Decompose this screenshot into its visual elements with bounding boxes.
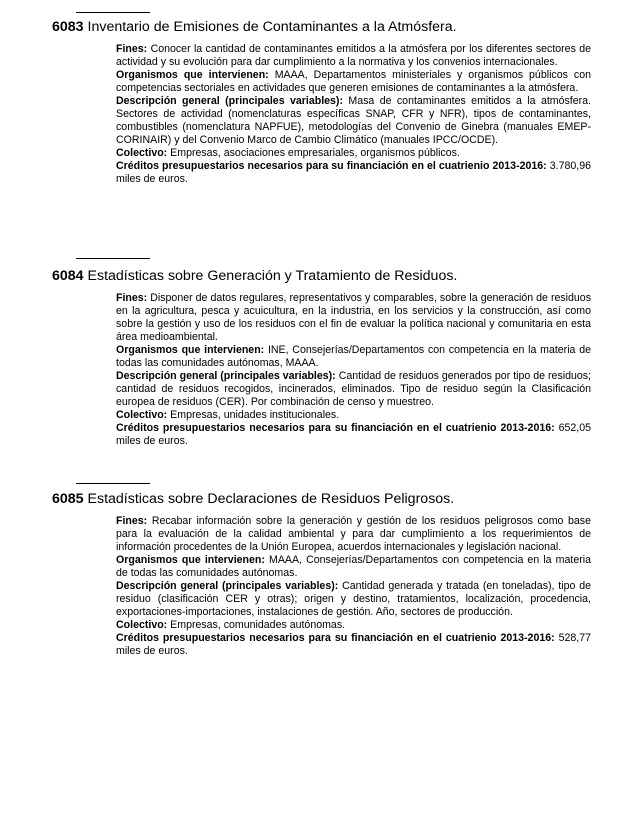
creditos-label: Créditos presupuestarios necesarios para su financiación en el cuatrienio 2013-2016: (116, 422, 555, 434)
descripcion-paragraph (116, 580, 591, 619)
section-code: 6085 (52, 491, 84, 507)
section-heading (52, 268, 612, 285)
organismos-text: INE, Consejerías/Departamentos con competencia en la materia de todas las comunidades autónomas, MAAA. (116, 344, 591, 369)
fines-label: Fines: (116, 292, 148, 304)
colectivo-text: Empresas, comunidades autónomas. (170, 619, 346, 631)
organismos-label: Organismos que intervienen: (116, 344, 265, 356)
fines-label: Fines: (116, 43, 148, 55)
fines-text: Disponer de datos regulares, representativos y comparables, sobre la generación de residuos en la agricultura, pesca y acuicultura, en la industria, en los servicios y la construcción, así como sobre la gestión y uso de los residuos con el fin de evaluar la política nacional y comunitaria en esta área medioambiental. (116, 292, 591, 343)
descripcion-label: Descripción general (principales variables): (116, 95, 343, 107)
descripcion-label: Descripción general (principales variables): (116, 580, 339, 592)
section-heading (52, 19, 612, 36)
organismos-label: Organismos que intervienen: (116, 69, 269, 81)
fines-label: Fines: (116, 515, 148, 527)
fines-paragraph (116, 292, 591, 344)
creditos-label: Créditos presupuestarios necesarios para su financiación en el cuatrienio 2013-2016: (116, 632, 555, 644)
section-body (116, 292, 591, 448)
section-code: 6083 (52, 19, 84, 35)
descripcion-text: Cantidad de residuos generados por tipo de residuos; cantidad de residuos recogidos, incinerados, eliminados. Tipo de residuo según la Clasificación europea de residuos (CER). Por combinación de censo y muestreo. (116, 370, 592, 408)
section-heading (52, 491, 612, 508)
fines-text: Conocer la cantidad de contaminantes emitidos a la atmósfera por los diferentes sectores de actividad y su evolución para dar cumplimiento a la normativa y los convenios internacionales. (116, 43, 592, 68)
descripcion-paragraph (116, 370, 591, 409)
creditos-text: 3.780,96 miles de euros. (116, 160, 591, 185)
section-separator (76, 483, 150, 484)
descripcion-paragraph (116, 95, 591, 147)
descripcion-label: Descripción general (principales variables): (116, 370, 336, 382)
fines-text: Recabar información sobre la generación y gestión de los residuos peligrosos como base para la evaluación de la calidad ambiental y para dar cumplimiento a los requerimientos de información procedentes de la Unión Europea, acuerdos internacionales y legislación nacional. (116, 515, 591, 553)
organismos-paragraph (116, 344, 591, 370)
colectivo-paragraph (116, 409, 591, 422)
section-body (116, 515, 591, 658)
colectivo-label: Colectivo: (116, 147, 168, 159)
creditos-label: Créditos presupuestarios necesarios para su financiación en el cuatrienio 2013-2016: (116, 160, 547, 172)
section-separator (76, 12, 150, 13)
section-title: Inventario de Emisiones de Contaminantes a la Atmósfera. (87, 19, 457, 35)
organismos-paragraph (116, 554, 591, 580)
section-body (116, 43, 591, 186)
fines-paragraph (116, 43, 591, 69)
organismos-text: MAAA, Departamentos ministeriales y organismos públicos con competencias sectoriales en actividades que generen emisiones de contaminantes a la atmósfera. (116, 69, 591, 94)
section-title: Estadísticas sobre Declaraciones de Residuos Peligrosos. (87, 491, 455, 507)
creditos-text: 528,77 miles de euros. (116, 632, 591, 657)
creditos-text: 652,05 miles de euros. (116, 422, 591, 447)
colectivo-label: Colectivo: (116, 619, 168, 631)
colectivo-text: Empresas, unidades institucionales. (170, 409, 340, 421)
descripcion-text: Cantidad generada y tratada (en toneladas), tipo de residuo (clasificación CER y otras); origen y destino, tratamientos, localización, procedencia, exportaciones-importaciones, instalaciones de gestión. Año, sectores de producción. (116, 580, 591, 618)
organismos-paragraph (116, 69, 591, 95)
fines-paragraph (116, 515, 591, 554)
organismos-text: MAAA, Consejerías/Departamentos con competencia en la materia de todas las comunidades autónomas. (116, 554, 591, 579)
section-code: 6084 (52, 268, 84, 284)
colectivo-label: Colectivo: (116, 409, 168, 421)
section-separator (76, 258, 150, 259)
descripcion-text: Masa de contaminantes emitidos a la atmósfera. Sectores de actividad (nomenclaturas específicas SNAP, CFR y NFR), tipos de contaminantes, combustibles (nomenclatura NAPFUE), metodologías del Convenio de Ginebra (manuales EMEP-CORINAIR) y del Convenio Marco de Cambio Climático (manuales IPCC/OCDE). (116, 95, 591, 146)
creditos-paragraph (116, 160, 591, 186)
creditos-paragraph (116, 422, 591, 448)
organismos-label: Organismos que intervienen: (116, 554, 265, 566)
colectivo-paragraph (116, 147, 591, 160)
creditos-paragraph (116, 632, 591, 658)
section-title: Estadísticas sobre Generación y Tratamiento de Residuos. (87, 268, 458, 284)
colectivo-text: Empresas, asociaciones empresariales, organismos públicos. (170, 147, 460, 159)
colectivo-paragraph (116, 619, 591, 632)
